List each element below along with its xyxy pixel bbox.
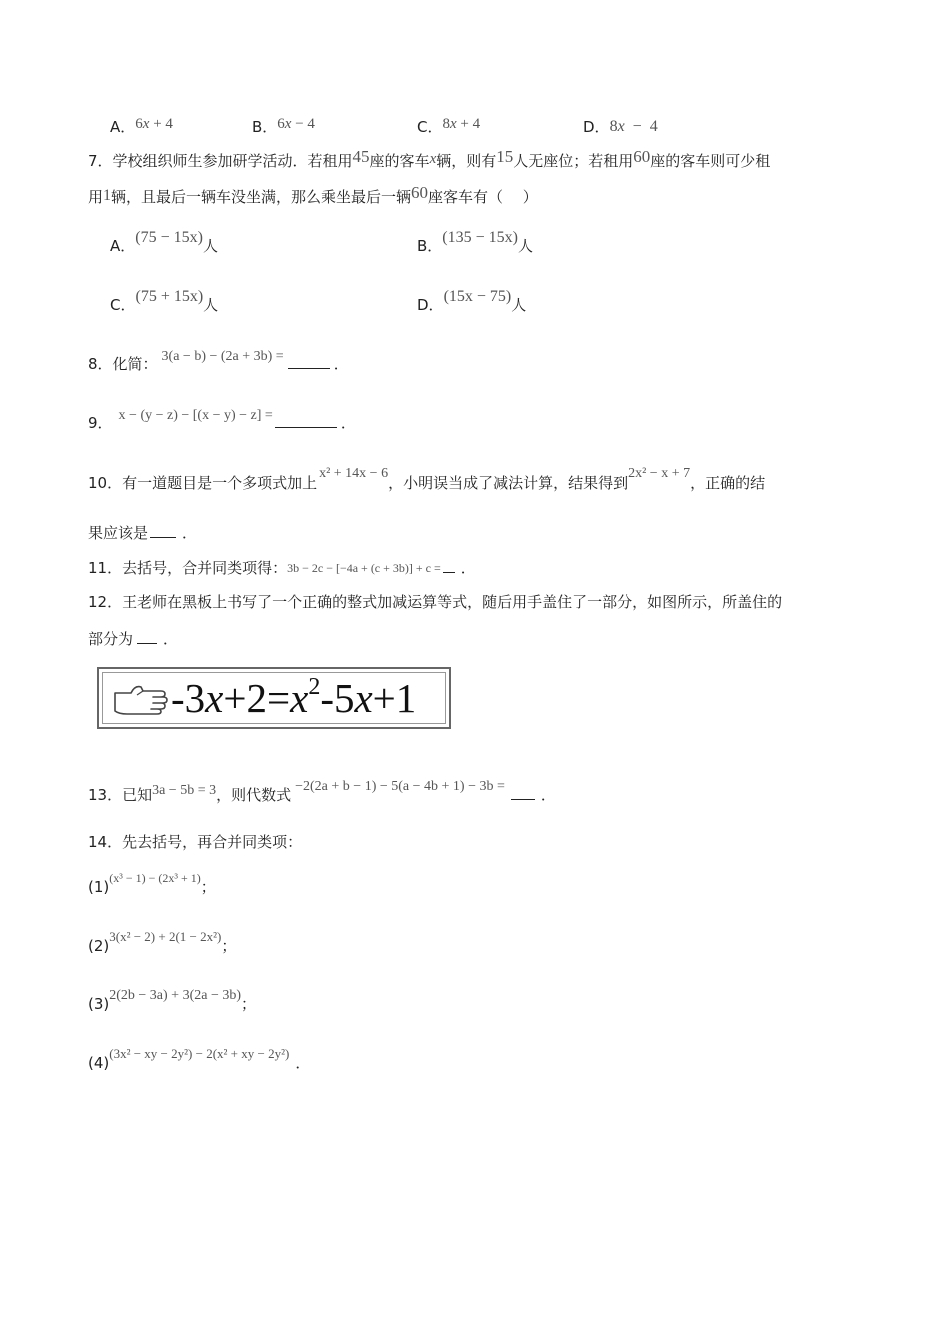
q14-item-1: $(1)^{(x^3 - 1) - (2x^3 + 1)}$；: [88, 871, 216, 896]
option-expr: (75 + 15x): [135, 288, 204, 305]
q8: 8．化简： 3(a − b) − (2a + 3b) = ．: [88, 349, 349, 373]
answer-blank: [137, 629, 157, 644]
option-label: D．: [583, 118, 610, 136]
answer-blank: [288, 354, 330, 369]
q7-option-d: D．(15x − 75)人: [417, 288, 527, 314]
q11: 11．去括号，合并同类项得：3b − 2c − [−4a + (c + 3b)] + c = ．: [88, 559, 476, 577]
option-label: A．: [110, 118, 136, 136]
option-expr: (135 − 15x): [442, 229, 518, 246]
q10-expr2: 2x² − x + 7: [628, 466, 691, 481]
q13-expr1: 3a − 5b = 3: [152, 783, 217, 798]
q6-option-c: [417, 116, 480, 139]
q12-line1: 12．王老师在黑板上书写了一个正确的整式加减运算等式，随后用手盖住了一部分，如图所示，所盖住的: [88, 593, 783, 611]
q6-option-d: [583, 116, 658, 139]
q7-option-c: C．(75 + 15x)人: [110, 288, 219, 314]
q7-option-b: B．(135 − 15x)人: [417, 229, 533, 255]
q10-line2: 果应该是 ．: [88, 524, 198, 542]
option-expr: 6x + 4: [135, 116, 173, 132]
q13-expr2: −2(2a + b − 1) − 5(a − 4b + 1) − 3b =: [295, 779, 505, 794]
option-expr: 6x − 4: [277, 116, 315, 132]
answer-blank: [150, 523, 176, 538]
q14-item-2: (2)3(x² − 2) + 2(1 − 2x²)；: [88, 929, 237, 955]
option-label: B．: [252, 118, 278, 136]
option-label: C．: [417, 118, 443, 136]
option-expr: (75 − 15x): [135, 229, 203, 246]
q6-option-a: [110, 116, 173, 139]
q10-expr1: x² + 14x − 6: [319, 466, 389, 481]
option-expr: (15x − 75): [443, 288, 512, 305]
answer-blank: [511, 785, 535, 800]
q7-option-a: A．(75 − 15x)人: [110, 229, 218, 255]
answer-blank: [443, 558, 455, 573]
answer-blank: [275, 413, 337, 428]
q7-line1: 7．学校组织师生参加研学活动．若租用45座的客车x辆，则有15人无座位；若租用60座的客车则可少租: [88, 147, 771, 170]
q10-line1: 10．有一道题目是一个多项式加上x² + 14x − 6，小明误当成了减法计算，结果得到2x² − x + 7，正确的结: [88, 466, 766, 492]
q9-expr: x − (y − z) − [(x − y) − z] =: [118, 408, 273, 423]
q6-option-b: [252, 116, 315, 139]
q9: 9． x − (y − z) − [(x − y) − z] = ．: [88, 408, 356, 432]
q14-item-3: (3)2(2b − 3a) + 3(2a − 3b)；: [88, 988, 257, 1013]
q14-item-4: (4)(3x² − xy − 2y²) − 2(x² + xy − 2y²)．: [88, 1046, 311, 1072]
q8-expr: 3(a − b) − (2a + 3b) =: [161, 349, 284, 364]
figure-equation: $-3x+2=x^2-5x+1$: [171, 674, 417, 721]
q12-figure: [97, 667, 451, 729]
q13: 13．已知3a − 5b = 3，则代数式 −2(2a + b − 1) − 5(a − 4b + 1) − 3b = ．: [88, 779, 556, 804]
q11-expr: 3b − 2c − [−4a + (c + 3b)] + c =: [287, 561, 441, 575]
option-expr: 8x − 4: [609, 118, 658, 135]
q7-line2: 用1辆，且最后一辆车没坐满，那么乘坐最后一辆60座客车有（ ）: [88, 183, 538, 206]
q12-line2: 部分为 ．: [88, 630, 179, 648]
q14-title: 14．先去括号，再合并同类项：: [88, 833, 303, 851]
option-expr: 8x + 4: [442, 116, 481, 132]
hand-icon: [113, 681, 169, 717]
